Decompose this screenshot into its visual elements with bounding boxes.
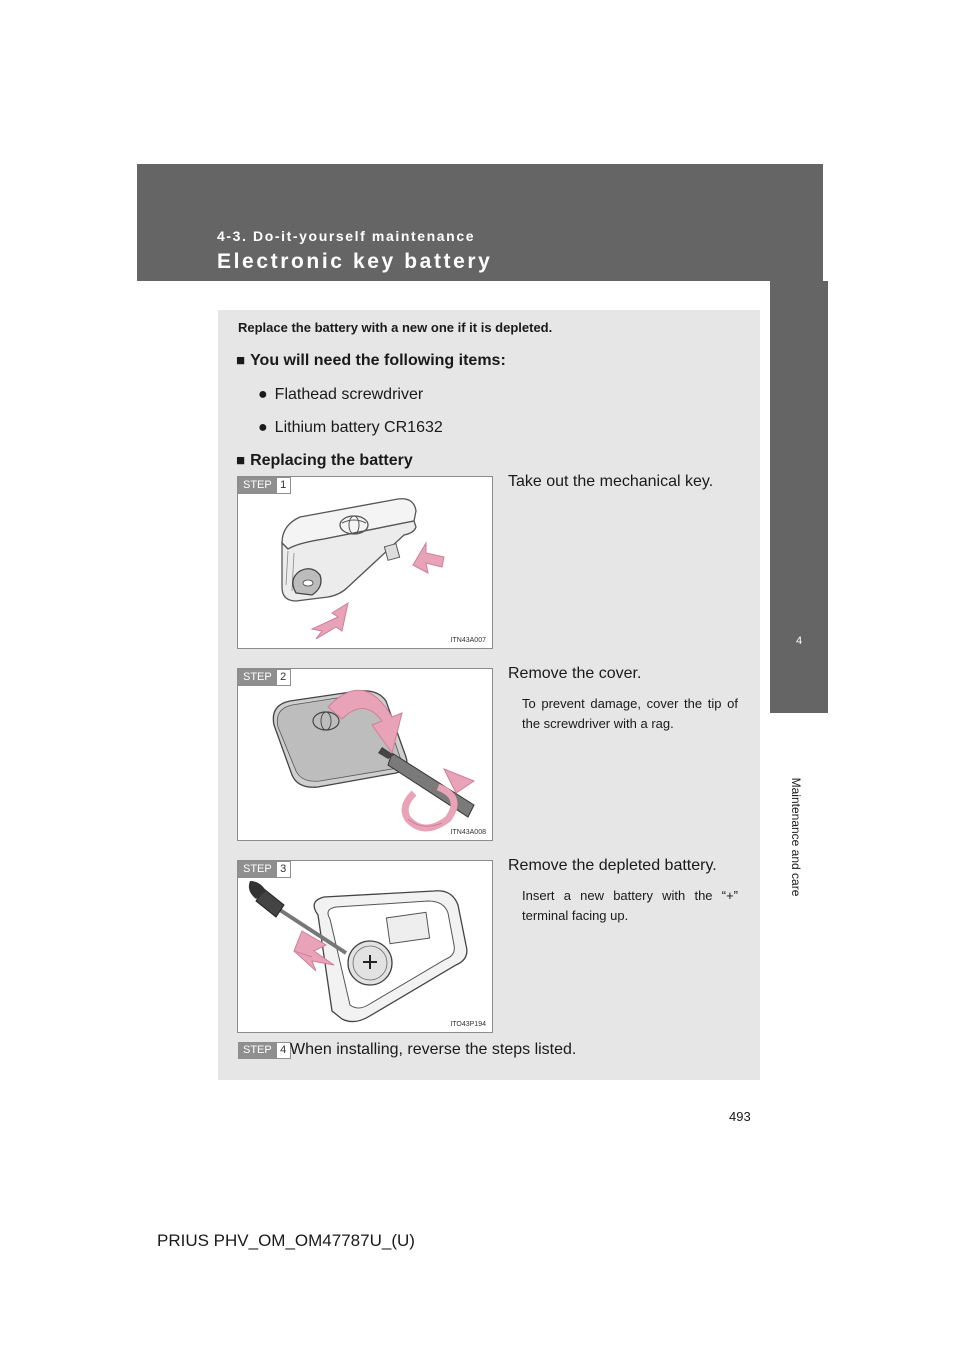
key-illustration-3 xyxy=(238,861,494,1034)
chapter-label xyxy=(788,777,804,897)
list-item: ● Lithium battery CR1632 xyxy=(258,419,443,436)
step1-figure xyxy=(237,476,493,649)
step1-badge: STEP 1 xyxy=(238,477,291,494)
section-title: 4-3. Do-it-yourself maintenance xyxy=(217,228,476,244)
chapter-number: 4 xyxy=(795,635,803,647)
figure-code: ITN43A008 xyxy=(450,829,486,836)
circle-bullet-icon: ● xyxy=(258,419,268,436)
list-item: ● Flathead screwdriver xyxy=(258,386,424,403)
page-title: Electronic key battery xyxy=(217,250,493,273)
key-illustration-2 xyxy=(238,669,494,842)
square-bullet-icon: ■ xyxy=(236,352,246,369)
items-heading: ■ You will need the following items: xyxy=(236,352,506,369)
step3-figure xyxy=(237,860,493,1033)
step2-text: Remove the cover. xyxy=(508,665,642,682)
step2-badge: STEP 2 xyxy=(238,669,291,686)
page-number: 493 xyxy=(729,1109,751,1124)
step3-note: Insert a new battery with the “+” terminal facing up. xyxy=(522,888,738,923)
chapter-tab[interactable] xyxy=(770,281,828,713)
document-id: PRIUS PHV_OM_OM47787U_(U) xyxy=(157,1231,415,1250)
replace-heading: ■ Replacing the battery xyxy=(236,452,413,469)
chapter-label-text: Maintenance and care xyxy=(789,777,803,897)
figure-code: ITN43A007 xyxy=(450,637,486,644)
step1-text: Take out the mechanical key. xyxy=(508,473,714,490)
figure-code: ITO43P194 xyxy=(450,1021,486,1028)
key-illustration-1 xyxy=(238,477,494,650)
content-panel xyxy=(218,310,760,1080)
step2-figure xyxy=(237,668,493,841)
circle-bullet-icon: ● xyxy=(258,386,268,403)
intro-text: Replace the battery with a new one if it is depleted. xyxy=(238,320,553,335)
step3-badge: STEP 3 xyxy=(238,861,291,878)
square-bullet-icon: ■ xyxy=(236,452,246,469)
step3-text: Remove the depleted battery. xyxy=(508,857,717,874)
step4-text: When installing, reverse the steps listed. xyxy=(290,1041,577,1058)
header-bar xyxy=(137,164,823,281)
step2-note: To prevent damage, cover the tip of the screwdriver with a rag. xyxy=(522,696,738,731)
step4-badge: STEP 4 xyxy=(238,1042,291,1059)
